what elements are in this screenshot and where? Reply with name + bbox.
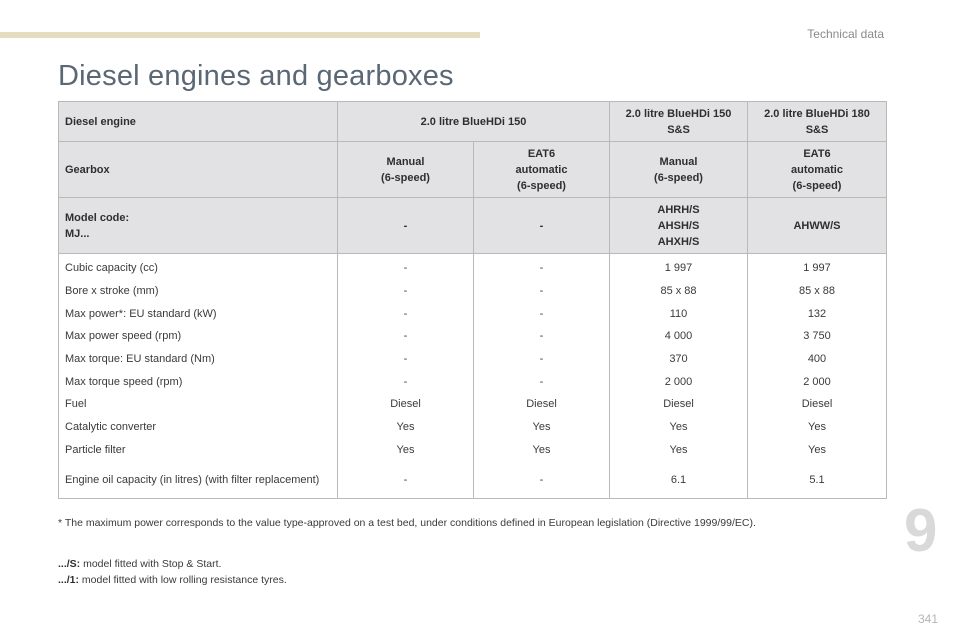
table-cell: - [338,370,474,393]
table-cell: - [474,461,610,499]
table-row [59,280,887,303]
header-cell: - [338,198,474,254]
header-cell: EAT6 automatic (6-speed) [474,142,610,198]
table-cell: Yes [748,439,887,462]
header-cell: Model code: MJ... [59,198,338,254]
row-label: Max power*: EU standard (kW) [59,302,338,325]
table-row [59,348,887,371]
table-cell: 2 000 [748,370,887,393]
table-cell: 370 [610,348,748,371]
header-cell: - [474,198,610,254]
table-header-row-model-code [59,198,887,254]
row-label: Bore x stroke (mm) [59,280,338,303]
row-label: Max power speed (rpm) [59,325,338,348]
row-label: Cubic capacity (cc) [59,254,338,280]
table-cell: - [338,254,474,280]
spec-table [58,101,887,499]
header-cell: EAT6 automatic (6-speed) [748,142,887,198]
table-cell: 1 997 [610,254,748,280]
table-row [59,254,887,280]
table-cell: 6.1 [610,461,748,499]
table-cell: Yes [748,416,887,439]
page-number: 341 [917,612,938,626]
header-cell: Gearbox [59,142,338,198]
header-accent-bar [0,32,480,38]
header-cell: AHWW/S [748,198,887,254]
table-cell: 4 000 [610,325,748,348]
spec-table-body [59,254,887,499]
table-cell: - [338,302,474,325]
row-label: Max torque speed (rpm) [59,370,338,393]
table-header-row-gearbox [59,142,887,198]
header-cell: Diesel engine [59,102,338,142]
page-title: Diesel engines and gearboxes [58,60,454,92]
note-code: .../1: [58,574,80,586]
table-cell: 85 x 88 [610,280,748,303]
table-cell: Yes [610,439,748,462]
table-cell: Yes [338,439,474,462]
note-line [58,556,287,572]
table-cell: Yes [474,439,610,462]
table-cell: 1 997 [748,254,887,280]
row-label: Fuel [59,393,338,416]
note-code: .../S: [58,558,81,570]
table-cell: - [474,325,610,348]
table-cell: - [338,461,474,499]
header-cell: AHRH/S AHSH/S AHXH/S [610,198,748,254]
table-cell: Yes [474,416,610,439]
table-cell: - [474,370,610,393]
header-cell: 2.0 litre BlueHDi 180 S&S [748,102,887,142]
table-cell: 400 [748,348,887,371]
chapter-number: 9 [904,497,938,564]
table-cell: Diesel [474,393,610,416]
model-code-notes [58,556,287,588]
table-cell: - [338,348,474,371]
header-cell: Manual (6-speed) [338,142,474,198]
table-cell: - [474,302,610,325]
note-text: model fitted with low rolling resistance tyres. [79,574,287,586]
table-cell: 110 [610,302,748,325]
section-label: Technical data [807,27,884,41]
table-cell: Yes [610,416,748,439]
header-cell: Manual (6-speed) [610,142,748,198]
table-cell: - [474,254,610,280]
footnote: * The maximum power corresponds to the value type-approved on a test bed, under conditions defined in European legislation (Directive 1999/99/EC). [58,517,756,529]
row-label: Particle filter [59,439,338,462]
table-cell: - [474,280,610,303]
table-header-row-engine [59,102,887,142]
table-cell: Diesel [610,393,748,416]
table-cell: - [338,325,474,348]
table-cell: 2 000 [610,370,748,393]
row-label: Catalytic converter [59,416,338,439]
table-row [59,416,887,439]
table-cell: Diesel [338,393,474,416]
table-row [59,325,887,348]
header-cell: 2.0 litre BlueHDi 150 [338,102,610,142]
table-cell: 132 [748,302,887,325]
row-label: Max torque: EU standard (Nm) [59,348,338,371]
note-line [58,572,287,588]
table-cell: 5.1 [748,461,887,499]
row-label: Engine oil capacity (in litres) (with filter replacement) [59,461,338,499]
header-cell: 2.0 litre BlueHDi 150 S&S [610,102,748,142]
table-cell: 3 750 [748,325,887,348]
table-cell: Yes [338,416,474,439]
table-row [59,370,887,393]
note-text: model fitted with Stop & Start. [80,558,222,570]
table-row [59,439,887,462]
table-cell: Diesel [748,393,887,416]
table-cell: - [338,280,474,303]
table-cell: 85 x 88 [748,280,887,303]
table-cell: - [474,348,610,371]
table-row [59,302,887,325]
table-row [59,393,887,416]
table-row [59,461,887,499]
